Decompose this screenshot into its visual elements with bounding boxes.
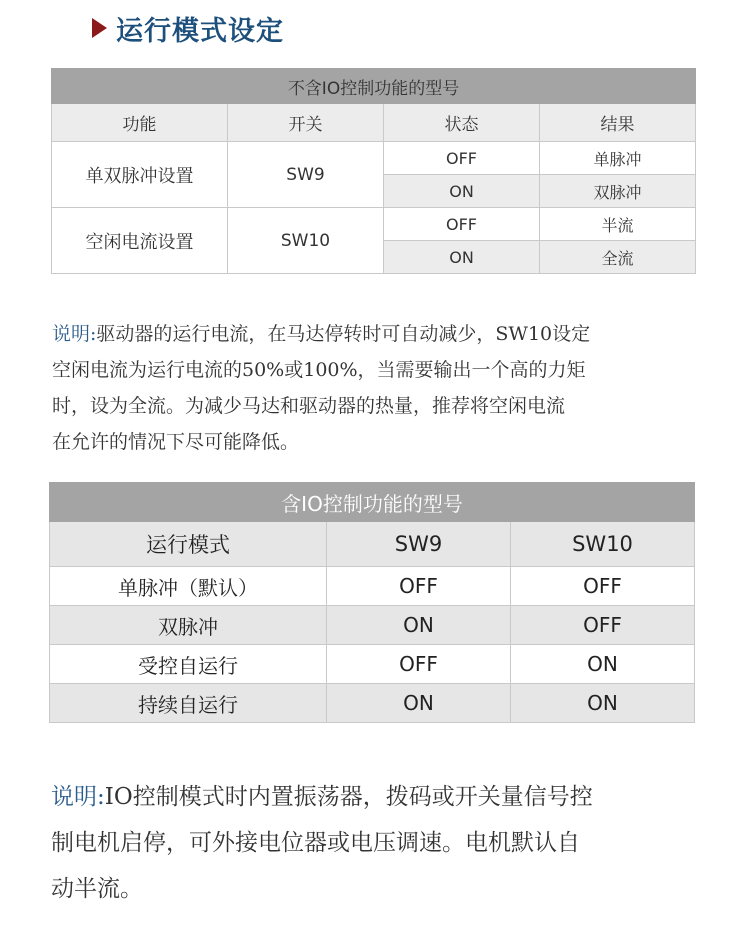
note-1-line: 空闲电流为运行电流的50%或100%，当需要输出一个高的力矩 xyxy=(52,359,586,381)
triangle-bullet-icon xyxy=(92,18,107,38)
note-2-line: IO控制模式时内置振荡器，拨码或开关量信号控 xyxy=(104,784,593,810)
note-2 xyxy=(51,774,721,912)
table1-header-switch: 开关 xyxy=(228,104,384,142)
table1-switch-cell: SW9 xyxy=(228,142,384,208)
table-with-io xyxy=(49,482,695,723)
table1-state-cell: ON xyxy=(384,241,540,274)
table2-mode-cell: 双脉冲 xyxy=(50,606,327,645)
table-row xyxy=(50,606,695,645)
note-2-label: 说明: xyxy=(51,784,105,810)
section-title xyxy=(92,8,284,48)
table-row xyxy=(50,567,695,606)
table2-header-mode: 运行模式 xyxy=(50,522,327,567)
table1-function-cell: 单双脉冲设置 xyxy=(52,142,228,208)
table2-header-sw9: SW9 xyxy=(327,522,511,567)
table1-result-cell: 单脉冲 xyxy=(540,142,696,175)
section-title-text: 运行模式设定 xyxy=(116,15,284,47)
table2-sw9-cell: OFF xyxy=(327,567,511,606)
table-row xyxy=(52,208,696,241)
note-2-line: 制电机启停，可外接电位器或电压调速。电机默认自 xyxy=(51,830,580,856)
table2-sw10-cell: ON xyxy=(511,684,695,723)
table-row xyxy=(52,142,696,175)
table1-result-cell: 半流 xyxy=(540,208,696,241)
table1-header-state: 状态 xyxy=(384,104,540,142)
table1-result-cell: 全流 xyxy=(540,241,696,274)
note-1-label: 说明: xyxy=(52,323,97,345)
table1-switch-cell: SW10 xyxy=(228,208,384,274)
table-without-io xyxy=(51,68,696,274)
note-1-line: 时，设为全流。为减少马达和驱动器的热量，推荐将空闲电流 xyxy=(52,395,566,417)
note-1 xyxy=(52,316,712,460)
note-1-line: 在允许的情况下尽可能降低。 xyxy=(52,431,300,453)
table2-sw10-cell: OFF xyxy=(511,606,695,645)
table2-sw9-cell: OFF xyxy=(327,645,511,684)
table2-sw10-cell: OFF xyxy=(511,567,695,606)
table2-header-sw10: SW10 xyxy=(511,522,695,567)
table1-state-cell: OFF xyxy=(384,208,540,241)
table2-sw9-cell: ON xyxy=(327,606,511,645)
table2-mode-cell: 受控自运行 xyxy=(50,645,327,684)
table1-header-result: 结果 xyxy=(540,104,696,142)
table1-result-cell: 双脉冲 xyxy=(540,175,696,208)
table2-caption: 含IO控制功能的型号 xyxy=(50,483,695,522)
table2-sw10-cell: ON xyxy=(511,645,695,684)
table1-caption: 不含IO控制功能的型号 xyxy=(52,69,696,104)
note-2-line: 动半流。 xyxy=(51,876,143,902)
table-row xyxy=(50,645,695,684)
note-1-line: 驱动器的运行电流，在马达停转时可自动减少，SW10设定 xyxy=(96,323,591,345)
table2-mode-cell: 持续自运行 xyxy=(50,684,327,723)
table1-state-cell: OFF xyxy=(384,142,540,175)
table1-header-function: 功能 xyxy=(52,104,228,142)
table1-function-cell: 空闲电流设置 xyxy=(52,208,228,274)
table2-sw9-cell: ON xyxy=(327,684,511,723)
table1-state-cell: ON xyxy=(384,175,540,208)
table2-mode-cell: 单脉冲（默认） xyxy=(50,567,327,606)
table-row xyxy=(50,684,695,723)
